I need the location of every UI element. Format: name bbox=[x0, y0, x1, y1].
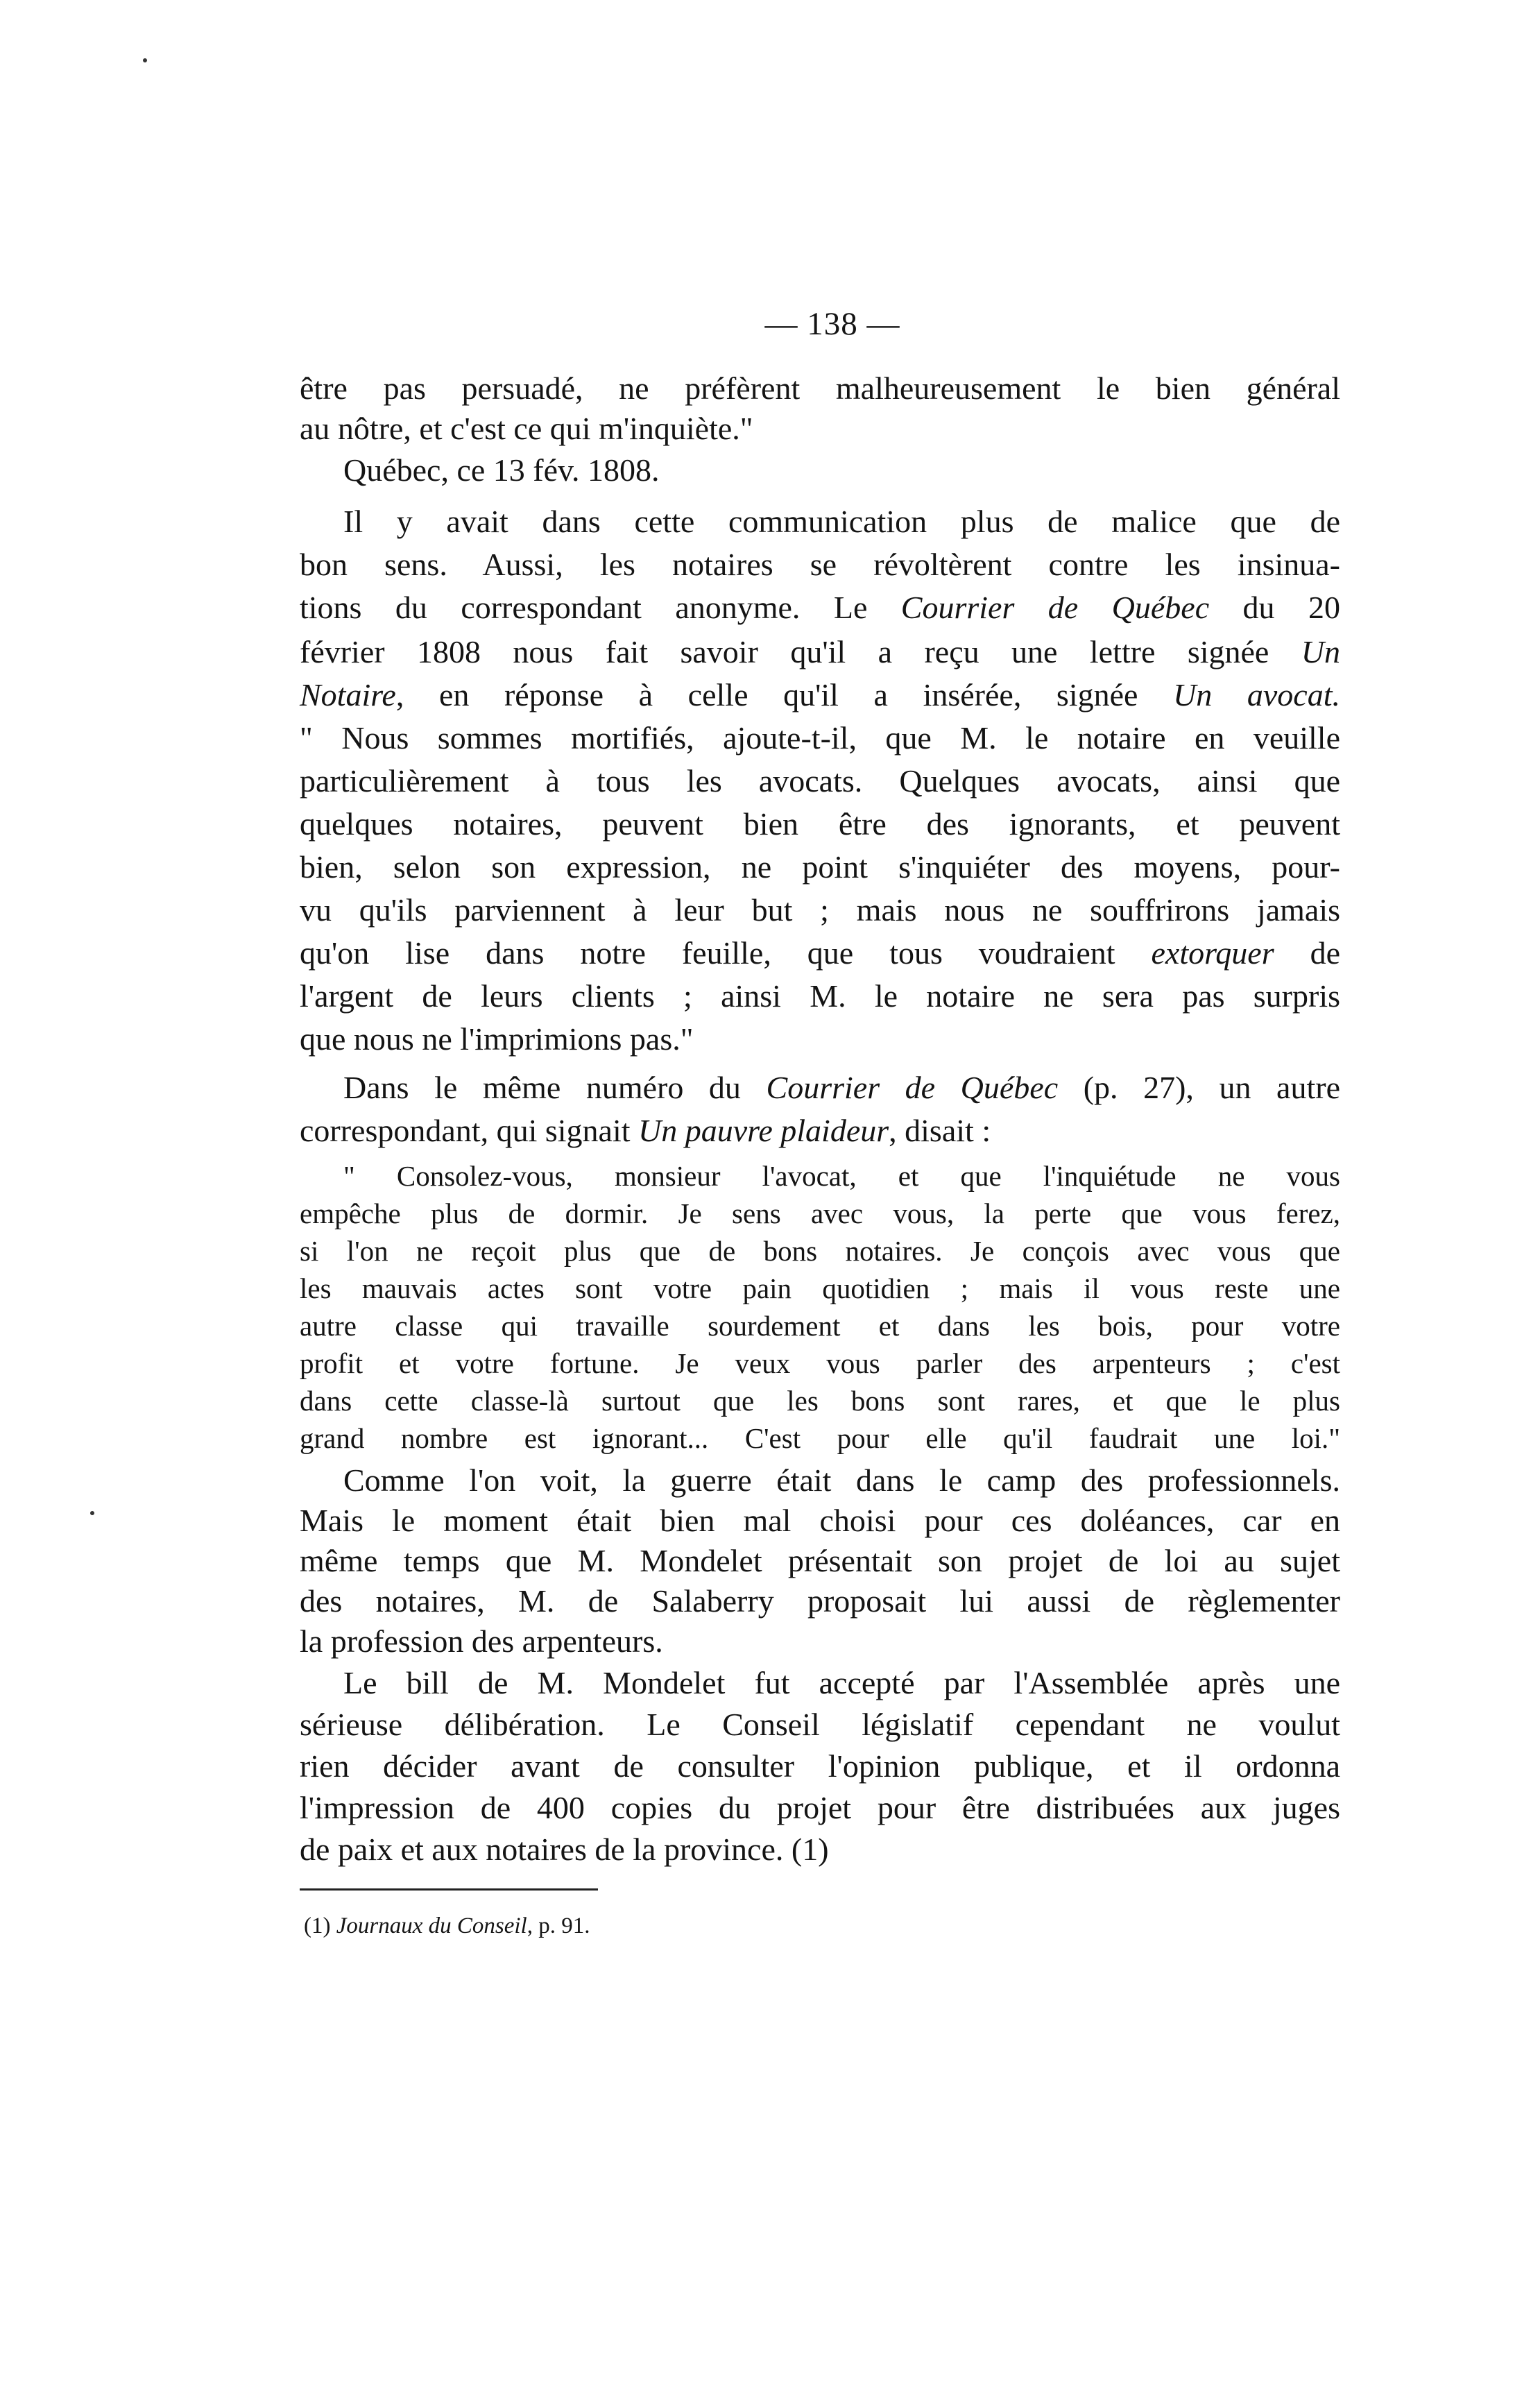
text-line: bon sens. Aussi, les notaires se révoltèrent contre les insinua- bbox=[300, 547, 1340, 582]
text-line: Mais le moment était bien mal choisi pour ces doléances, car en bbox=[300, 1503, 1340, 1538]
dateline: Québec, ce 13 fév. 1808. bbox=[343, 452, 660, 488]
quote-line: dans cette classe-là surtout que les bons sont rares, et que le plus bbox=[300, 1385, 1340, 1417]
text-line: " Nous sommes mortifiés, ajoute-t-il, que M. le notaire en veuille bbox=[300, 720, 1340, 756]
text-line: que nous ne l'imprimions pas." bbox=[300, 1021, 694, 1057]
text-line: des notaires, M. de Salaberry proposait lui aussi de règlementer bbox=[300, 1583, 1340, 1619]
footnote: (1) Journaux du Conseil, p. 91. bbox=[304, 1913, 590, 1938]
text-line: sérieuse délibération. Le Conseil législatif cependant ne voulut bbox=[300, 1707, 1340, 1742]
text-line: au nôtre, et c'est ce qui m'inquiète." bbox=[300, 411, 753, 446]
text-line: quelques notaires, peuvent bien être des ignorants, et peuvent bbox=[300, 806, 1340, 842]
quote-line: les mauvais actes sont votre pain quotidien ; mais il vous reste une bbox=[300, 1272, 1340, 1304]
text-line: qu'on lise dans notre feuille, que tous voudraient extorquer de bbox=[300, 935, 1341, 971]
text-line: rien décider avant de consulter l'opinion publique, et il ordonna bbox=[300, 1748, 1340, 1784]
text-line: tions du correspondant anonyme. Le Courrier de Québec du 20 bbox=[300, 590, 1340, 625]
text-line: Dans le même numéro du Courrier de Québec (p. 27), un autre bbox=[343, 1070, 1340, 1105]
quote-line: profit et votre fortune. Je veux vous parler des arpenteurs ; c'est bbox=[300, 1347, 1340, 1379]
text-line: vu qu'ils parviennent à leur but ; mais nous ne souffrirons jamais bbox=[300, 892, 1340, 928]
text-line: Il y avait dans cette communication plus de malice que de bbox=[343, 504, 1340, 539]
newspaper-title: Courrier de Québec bbox=[900, 590, 1210, 625]
text-line: bien, selon son expression, ne point s'inquiéter des moyens, pour- bbox=[300, 849, 1340, 885]
text-line: même temps que M. Mondelet présentait son projet de loi au sujet bbox=[300, 1543, 1340, 1578]
text-line: l'argent de leurs clients ; ainsi M. le notaire ne sera pas surpris bbox=[300, 978, 1340, 1014]
text-line: de paix et aux notaires de la province. (1) bbox=[300, 1832, 829, 1867]
text-line: être pas persuadé, ne préfèrent malheureusement le bien général bbox=[300, 370, 1340, 406]
text-line: Le bill de M. Mondelet fut accepté par l'Assemblée après une bbox=[343, 1665, 1340, 1700]
text-line: la profession des arpenteurs. bbox=[300, 1623, 663, 1659]
text-line: février 1808 nous fait savoir qu'il a reçu une lettre signée Un bbox=[300, 634, 1340, 669]
quote-line: autre classe qui travaille sourdement et dans les bois, pour votre bbox=[300, 1310, 1340, 1342]
quote-line: empêche plus de dormir. Je sens avec vous, la perte que vous ferez, bbox=[300, 1197, 1340, 1229]
footnote-divider bbox=[300, 1888, 598, 1891]
newspaper-title: Courrier de Québec bbox=[766, 1070, 1059, 1105]
page-number: — 138 — bbox=[764, 306, 900, 342]
pseudonym: Un pauvre plaideur bbox=[638, 1113, 889, 1148]
text-line: Comme l'on voit, la guerre était dans le camp des professionnels. bbox=[343, 1462, 1340, 1498]
text-line: particulièrement à tous les avocats. Quelques avocats, ainsi que bbox=[300, 763, 1340, 799]
text-line: l'impression de 400 copies du projet pour être distribuées aux juges bbox=[300, 1790, 1340, 1825]
text-line: correspondant, qui signait Un pauvre plaideur, disait : bbox=[300, 1113, 991, 1148]
quote-line: " Consolez-vous, monsieur l'avocat, et que l'inquiétude ne vous bbox=[343, 1160, 1340, 1192]
scan-speck bbox=[143, 58, 147, 62]
text-line: Notaire, en réponse à celle qu'il a insérée, signée Un avocat. bbox=[300, 677, 1341, 712]
quote-line: grand nombre est ignorant... C'est pour elle qu'il faudrait une loi." bbox=[300, 1422, 1340, 1454]
scan-speck bbox=[90, 1511, 94, 1515]
quote-line: si l'on ne reçoit plus que de bons notaires. Je conçois avec vous que bbox=[300, 1235, 1340, 1267]
